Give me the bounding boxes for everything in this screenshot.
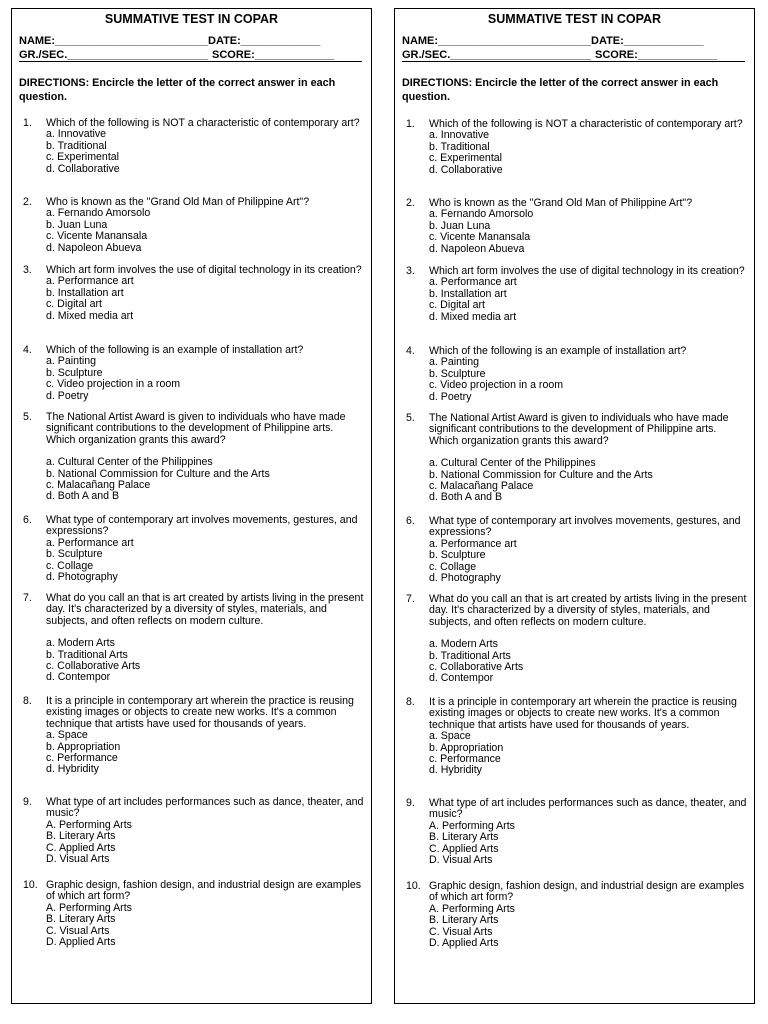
answer-options bbox=[46, 129, 365, 175]
question-number: 9. bbox=[406, 797, 415, 809]
answer-option[interactable]: B. Literary Arts bbox=[46, 830, 116, 843]
answer-option[interactable]: D. Visual Arts bbox=[429, 854, 493, 867]
question-item bbox=[395, 413, 748, 504]
answer-option[interactable]: a. Cultural Center of the Philippines bbox=[429, 457, 596, 470]
question-number: 3. bbox=[23, 264, 32, 276]
answer-option[interactable]: A. Performing Arts bbox=[46, 818, 132, 831]
question-text: Graphic design, fashion design, and industrial design are examples of which art form? bbox=[46, 879, 362, 903]
answer-option[interactable]: c. Malacañang Palace bbox=[429, 480, 534, 493]
answer-option[interactable]: c. Collaborative Arts bbox=[429, 661, 524, 674]
answer-options bbox=[429, 539, 748, 585]
answer-option[interactable]: d. Napoleon Abueva bbox=[429, 242, 525, 255]
answer-option[interactable]: b. Appropriation bbox=[46, 740, 121, 753]
grsec-score-row bbox=[19, 49, 334, 61]
question-text: Graphic design, fashion design, and industrial design are examples of which art form? bbox=[429, 880, 745, 904]
answer-option[interactable]: d. Napoleon Abueva bbox=[46, 241, 142, 254]
answer-options bbox=[46, 730, 365, 776]
answer-options bbox=[429, 277, 748, 323]
answer-options bbox=[46, 903, 365, 949]
answer-options bbox=[429, 904, 748, 950]
answer-option[interactable]: b. National Commission for Culture and the Arts bbox=[429, 468, 653, 481]
answer-option[interactable]: d. Mixed media art bbox=[429, 310, 517, 323]
question-item bbox=[12, 696, 365, 776]
name-date-row bbox=[402, 35, 703, 47]
question-item bbox=[12, 197, 365, 254]
answer-option[interactable]: A. Performing Arts bbox=[429, 819, 515, 832]
answer-option[interactable]: c. Experimental bbox=[429, 152, 503, 165]
question-item bbox=[395, 594, 748, 685]
answer-option[interactable]: b. Appropriation bbox=[429, 741, 504, 754]
answer-option[interactable]: b. Juan Luna bbox=[429, 219, 491, 232]
question-text: Which of the following is NOT a characteristic of contemporary art? bbox=[46, 117, 360, 129]
question-item bbox=[12, 593, 365, 684]
answer-option[interactable]: b. Installation art bbox=[46, 286, 124, 299]
answer-option[interactable]: b. Traditional bbox=[46, 139, 107, 152]
answer-options bbox=[46, 457, 365, 503]
answer-option[interactable]: a. Painting bbox=[46, 355, 97, 368]
question-text: What do you call an that is art created by artists living in the present day. It's characterized by a diversity of styles, materials, and subjects, and often reflects on modern culture. bbox=[429, 593, 747, 628]
question-number: 3. bbox=[406, 265, 415, 277]
answer-options bbox=[429, 458, 748, 504]
question-text: What type of contemporary art involves movements, gestures, and expressions? bbox=[46, 514, 358, 538]
answer-options bbox=[429, 639, 748, 685]
test-title: SUMMATIVE TEST IN COPAR bbox=[487, 12, 662, 26]
grade-section-field-label: GR./SEC._______________________ bbox=[402, 49, 591, 61]
answer-option[interactable]: b. Traditional Arts bbox=[46, 648, 128, 661]
test-title: SUMMATIVE TEST IN COPAR bbox=[104, 12, 279, 26]
question-number: 10. bbox=[23, 879, 38, 891]
answer-option[interactable]: b. Sculpture bbox=[429, 367, 486, 380]
answer-option[interactable]: c. Digital art bbox=[429, 299, 485, 312]
answer-option[interactable]: B. Literary Arts bbox=[46, 913, 116, 926]
question-text: Which art form involves the use of digital technology in its creation? bbox=[429, 265, 745, 277]
question-item bbox=[12, 265, 365, 322]
answer-option[interactable]: b. Traditional Arts bbox=[429, 649, 511, 662]
answer-option[interactable]: c. Collage bbox=[46, 559, 94, 572]
answer-option[interactable]: d. Collaborative bbox=[46, 162, 120, 175]
question-item bbox=[12, 118, 365, 175]
question-item bbox=[12, 797, 365, 865]
question-text: Who is known as the "Grand Old Man of Philippine Art"? bbox=[429, 197, 693, 209]
question-text: What type of contemporary art involves movements, gestures, and expressions? bbox=[429, 515, 741, 539]
answer-options bbox=[46, 276, 365, 322]
grade-section-field-label: GR./SEC._______________________ bbox=[19, 49, 208, 61]
answer-option[interactable]: a. Fernando Amorsolo bbox=[429, 208, 534, 221]
question-text: What do you call an that is art created by artists living in the present day. It's characterized by a diversity of styles, materials, and subjects, and often reflects on modern culture. bbox=[46, 592, 364, 627]
question-number: 4. bbox=[406, 345, 415, 357]
test-sheet-left bbox=[11, 8, 372, 1004]
question-number: 8. bbox=[23, 695, 32, 707]
question-item bbox=[395, 266, 748, 323]
directions-text: DIRECTIONS: Encircle the letter of the correct answer in each question. bbox=[402, 77, 719, 103]
answer-option[interactable]: c. Experimental bbox=[46, 151, 120, 164]
answer-option[interactable]: d. Photography bbox=[429, 572, 501, 585]
question-item bbox=[395, 798, 748, 866]
answer-option[interactable]: b. National Commission for Culture and the Arts bbox=[46, 467, 270, 480]
answer-option[interactable]: D. Visual Arts bbox=[46, 853, 110, 866]
name-field-label: NAME:_________________________ bbox=[19, 35, 208, 47]
answer-option[interactable]: a. Cultural Center of the Philippines bbox=[46, 456, 213, 469]
answer-option[interactable]: D. Applied Arts bbox=[429, 937, 499, 950]
answer-option[interactable]: d. Both A and B bbox=[429, 491, 503, 504]
question-number: 6. bbox=[23, 514, 32, 526]
answer-option[interactable]: a. Performance art bbox=[46, 275, 134, 288]
question-text: The National Artist Award is given to individuals who have made significant contributions to the development of Philippine arts. Which organization grants this award? bbox=[429, 412, 729, 447]
answer-option[interactable]: a. Space bbox=[429, 730, 471, 743]
answer-option[interactable]: C. Applied Arts bbox=[429, 842, 499, 855]
directions-text: DIRECTIONS: Encircle the letter of the correct answer in each question. bbox=[19, 77, 336, 103]
answer-options bbox=[46, 208, 365, 254]
header-divider bbox=[402, 61, 745, 62]
question-number: 8. bbox=[406, 696, 415, 708]
answer-option[interactable]: c. Vicente Manansala bbox=[46, 230, 148, 243]
answer-options bbox=[429, 130, 748, 176]
answer-option[interactable]: c. Video projection in a room bbox=[429, 379, 564, 392]
question-text: It is a principle in contemporary art wherein the practice is reusing existing images or objects to create new works. It's a common technique that artists have used for thousands of years. bbox=[46, 695, 354, 730]
answer-options bbox=[429, 357, 748, 403]
question-number: 7. bbox=[406, 593, 415, 605]
answer-option[interactable]: b. Sculpture bbox=[429, 549, 486, 562]
answer-option[interactable]: c. Malacañang Palace bbox=[46, 479, 151, 492]
question-number: 9. bbox=[23, 796, 32, 808]
answer-option[interactable]: C. Visual Arts bbox=[429, 925, 493, 938]
question-number: 6. bbox=[406, 515, 415, 527]
answer-option[interactable]: a. Performance art bbox=[429, 276, 517, 289]
answer-option[interactable]: d. Hybridity bbox=[46, 763, 99, 776]
answer-options bbox=[429, 731, 748, 777]
date-field-label: DATE:_____________ bbox=[591, 35, 704, 47]
question-item bbox=[395, 881, 748, 949]
answer-option[interactable]: a. Innovative bbox=[46, 128, 107, 141]
question-item bbox=[12, 515, 365, 583]
question-number: 7. bbox=[23, 592, 32, 604]
answer-option[interactable]: c. Collage bbox=[429, 560, 477, 573]
answer-option[interactable]: C. Visual Arts bbox=[46, 924, 110, 937]
answer-option[interactable]: c. Performance bbox=[429, 753, 501, 766]
question-text: It is a principle in contemporary art wherein the practice is reusing existing images or objects to create new works. It's a common technique that artists have used for thousands of years. bbox=[429, 696, 737, 731]
test-sheet-right bbox=[394, 8, 755, 1004]
question-number: 5. bbox=[23, 411, 32, 423]
grsec-score-row bbox=[402, 49, 717, 61]
answer-option[interactable]: B. Literary Arts bbox=[429, 914, 499, 927]
question-item bbox=[395, 119, 748, 176]
answer-option[interactable]: d. Poetry bbox=[429, 390, 472, 403]
question-item bbox=[395, 346, 748, 403]
question-text: What type of art includes performances such as dance, theater, and music? bbox=[429, 797, 747, 821]
question-item bbox=[12, 345, 365, 402]
question-number: 5. bbox=[406, 412, 415, 424]
answer-option[interactable]: d. Hybridity bbox=[429, 764, 482, 777]
answer-option[interactable]: b. Sculpture bbox=[46, 366, 103, 379]
answer-option[interactable]: a. Performance art bbox=[46, 536, 134, 549]
answer-option[interactable]: c. Video projection in a room bbox=[46, 378, 181, 391]
answer-option[interactable]: a. Modern Arts bbox=[429, 638, 498, 651]
question-item bbox=[395, 516, 748, 584]
question-number: 2. bbox=[406, 197, 415, 209]
name-date-row bbox=[19, 35, 320, 47]
question-text: Which of the following is NOT a characteristic of contemporary art? bbox=[429, 118, 743, 130]
answer-option[interactable]: a. Performance art bbox=[429, 537, 517, 550]
question-text: The National Artist Award is given to individuals who have made significant contributions to the development of Philippine arts. Which organization grants this award? bbox=[46, 411, 346, 446]
answer-option[interactable]: d. Both A and B bbox=[46, 490, 120, 503]
answer-option[interactable]: B. Literary Arts bbox=[429, 831, 499, 844]
answer-option[interactable]: c. Performance bbox=[46, 752, 118, 765]
answer-option[interactable]: a. Painting bbox=[429, 356, 480, 369]
question-item bbox=[12, 880, 365, 948]
answer-option[interactable]: D. Applied Arts bbox=[46, 936, 116, 949]
question-number: 10. bbox=[406, 880, 421, 892]
score-field-label: SCORE:_____________ bbox=[212, 49, 335, 61]
answer-options bbox=[429, 821, 748, 867]
answer-option[interactable]: A. Performing Arts bbox=[429, 902, 515, 915]
answer-option[interactable]: d. Contempor bbox=[429, 672, 494, 685]
question-number: 1. bbox=[23, 117, 32, 129]
answer-option[interactable]: c. Vicente Manansala bbox=[429, 231, 531, 244]
answer-option[interactable]: b. Traditional bbox=[429, 140, 490, 153]
question-item bbox=[395, 697, 748, 777]
score-field-label: SCORE:_____________ bbox=[595, 49, 718, 61]
answer-option[interactable]: c. Digital art bbox=[46, 298, 102, 311]
answer-option[interactable]: d. Contempor bbox=[46, 671, 111, 684]
answer-option[interactable]: C. Applied Arts bbox=[46, 841, 116, 854]
answer-option[interactable]: A. Performing Arts bbox=[46, 901, 132, 914]
question-text: Which art form involves the use of digital technology in its creation? bbox=[46, 264, 362, 276]
header-divider bbox=[19, 61, 362, 62]
answer-options bbox=[46, 820, 365, 866]
answer-option[interactable]: b. Sculpture bbox=[46, 548, 103, 561]
question-item bbox=[12, 412, 365, 503]
date-field-label: DATE:_____________ bbox=[208, 35, 321, 47]
answer-options bbox=[46, 356, 365, 402]
answer-option[interactable]: d. Photography bbox=[46, 571, 118, 584]
question-item bbox=[395, 198, 748, 255]
question-text: What type of art includes performances such as dance, theater, and music? bbox=[46, 796, 364, 820]
answer-option[interactable]: b. Installation art bbox=[429, 287, 507, 300]
answer-options bbox=[46, 638, 365, 684]
answer-option[interactable]: d. Poetry bbox=[46, 389, 89, 402]
answer-option[interactable]: a. Modern Arts bbox=[46, 637, 115, 650]
answer-options bbox=[46, 538, 365, 584]
question-number: 2. bbox=[23, 196, 32, 208]
question-text: Who is known as the "Grand Old Man of Philippine Art"? bbox=[46, 196, 310, 208]
question-number: 1. bbox=[406, 118, 415, 130]
answer-option[interactable]: a. Space bbox=[46, 729, 88, 742]
answer-option[interactable]: d. Mixed media art bbox=[46, 309, 134, 322]
question-text: Which of the following is an example of installation art? bbox=[429, 345, 687, 357]
answer-option[interactable]: c. Collaborative Arts bbox=[46, 660, 141, 673]
answer-option[interactable]: b. Juan Luna bbox=[46, 218, 108, 231]
question-number: 4. bbox=[23, 344, 32, 356]
question-text: Which of the following is an example of installation art? bbox=[46, 344, 304, 356]
answer-option[interactable]: d. Collaborative bbox=[429, 163, 503, 176]
answer-option[interactable]: a. Fernando Amorsolo bbox=[46, 207, 151, 220]
name-field-label: NAME:_________________________ bbox=[402, 35, 591, 47]
answer-option[interactable]: a. Innovative bbox=[429, 129, 490, 142]
answer-options bbox=[429, 209, 748, 255]
